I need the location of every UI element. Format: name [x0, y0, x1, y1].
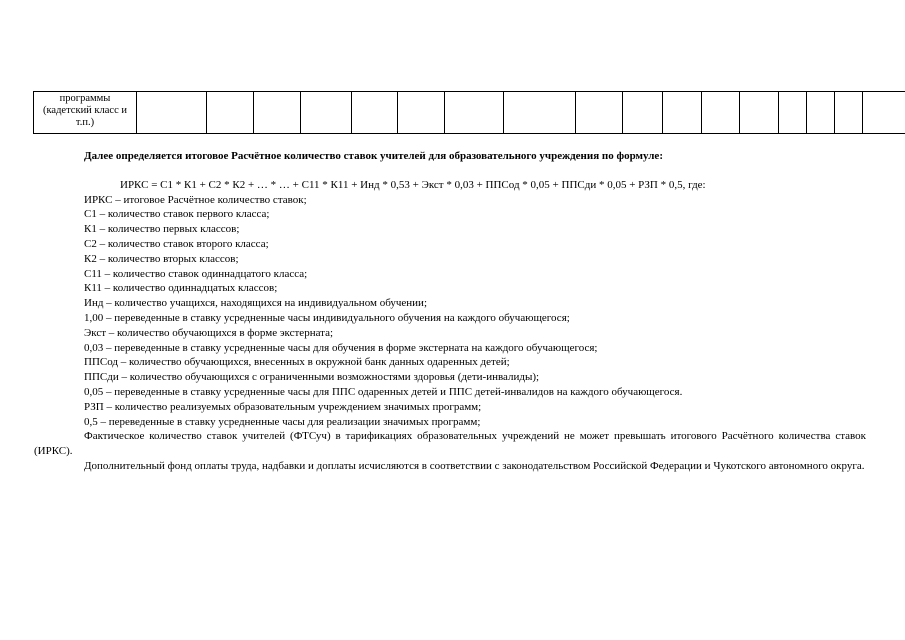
table-cell: [807, 92, 835, 134]
definition-line: С11 – количество ставок одиннадцатого класса;: [84, 267, 308, 280]
paragraph-ftsuch: [34, 429, 866, 459]
table-row: [34, 92, 905, 134]
table-cell: [835, 92, 863, 134]
definition-line: 0,03 – переведенные в ставку усредненные часы для обучения в форме экстерната на каждого обучающегося;: [84, 341, 598, 354]
definition-line: ИРКС – итоговое Расчётное количество ставок;: [84, 193, 307, 206]
cell-line: т.п.): [75, 117, 95, 128]
paragraph-text: Фактическое количество ставок учителей (ФТСуч) в тарификациях образовательных учреждений не может превышать итогового Расчётного количества ставок (ИРКС).: [34, 430, 866, 458]
table-cell: [863, 92, 905, 134]
formula-line: ИРКС = С1 * К1 + С2 * К2 + … * … + С11 * К11 + Инд * 0,53 + Экст * 0,03 + ППСод * 0,05 + ППСди * 0,05 + РЗП * 0,5, где:: [120, 178, 706, 191]
table-cell: [207, 92, 254, 134]
table-cell: [623, 92, 663, 134]
paragraph-fund: [34, 459, 866, 474]
paragraph-text: Дополнительный фонд оплаты труда, надбавки и доплаты исчисляются в соответствии с законодательством Российской Федерации и Чукотского автономного округа.: [84, 459, 865, 472]
definition-line: 1,00 – переведенные в ставку усредненные часы индивидуального обучения на каждого обучающегося;: [84, 311, 570, 324]
table-cell: [398, 92, 445, 134]
definition-line: Экст – количество обучающихся в форме экстерната;: [84, 326, 334, 339]
data-table: [33, 91, 905, 134]
table-cell: [740, 92, 779, 134]
definition-line: К1 – количество первых классов;: [84, 223, 240, 236]
table-cell: [779, 92, 807, 134]
definition-line: К11 – количество одиннадцатых классов;: [84, 282, 278, 295]
definition-line: 0,5 – переведенные в ставку усредненные часы для реализации значимых программ;: [84, 415, 481, 428]
cell-line: программы: [59, 93, 111, 104]
table-cell: [702, 92, 740, 134]
definition-line: Инд – количество учащихся, находящихся на индивидуальном обучении;: [84, 297, 427, 310]
definition-line: ППСод – количество обучающихся, внесенных в окружной банк данных одаренных детей;: [84, 356, 510, 369]
table-cell: [504, 92, 576, 134]
table-cell: [301, 92, 352, 134]
table-cell: [254, 92, 301, 134]
definition-line: РЗП – количество реализуемых образовательным учреждением значимых программ;: [84, 400, 482, 413]
table-cell: [576, 92, 623, 134]
table-cell: [137, 92, 207, 134]
table-fragment: [33, 91, 876, 134]
table-cell: [352, 92, 398, 134]
section-heading: Далее определяется итоговое Расчётное количество ставок учителей для образовательного учреждения по формуле:: [84, 150, 663, 162]
definition-line: 0,05 – переведенные в ставку усредненные часы для ППС одаренных детей и ППС детей-инвалидов на каждого обучающегося.: [84, 385, 683, 398]
definition-line: С2 – количество ставок второго класса;: [84, 237, 269, 250]
table-cell: [445, 92, 504, 134]
definition-line: К2 – количество вторых классов;: [84, 252, 239, 265]
cell-line: (кадетский класс и: [42, 105, 127, 116]
table-cell: [663, 92, 702, 134]
definition-line: ППСди – количество обучающихся с ограниченными возможностями здоровья (дети-инвалиды);: [84, 371, 540, 384]
table-cell-program-label: [34, 92, 137, 134]
document-body: [34, 149, 866, 474]
definition-line: С1 – количество ставок первого класса;: [84, 208, 270, 221]
